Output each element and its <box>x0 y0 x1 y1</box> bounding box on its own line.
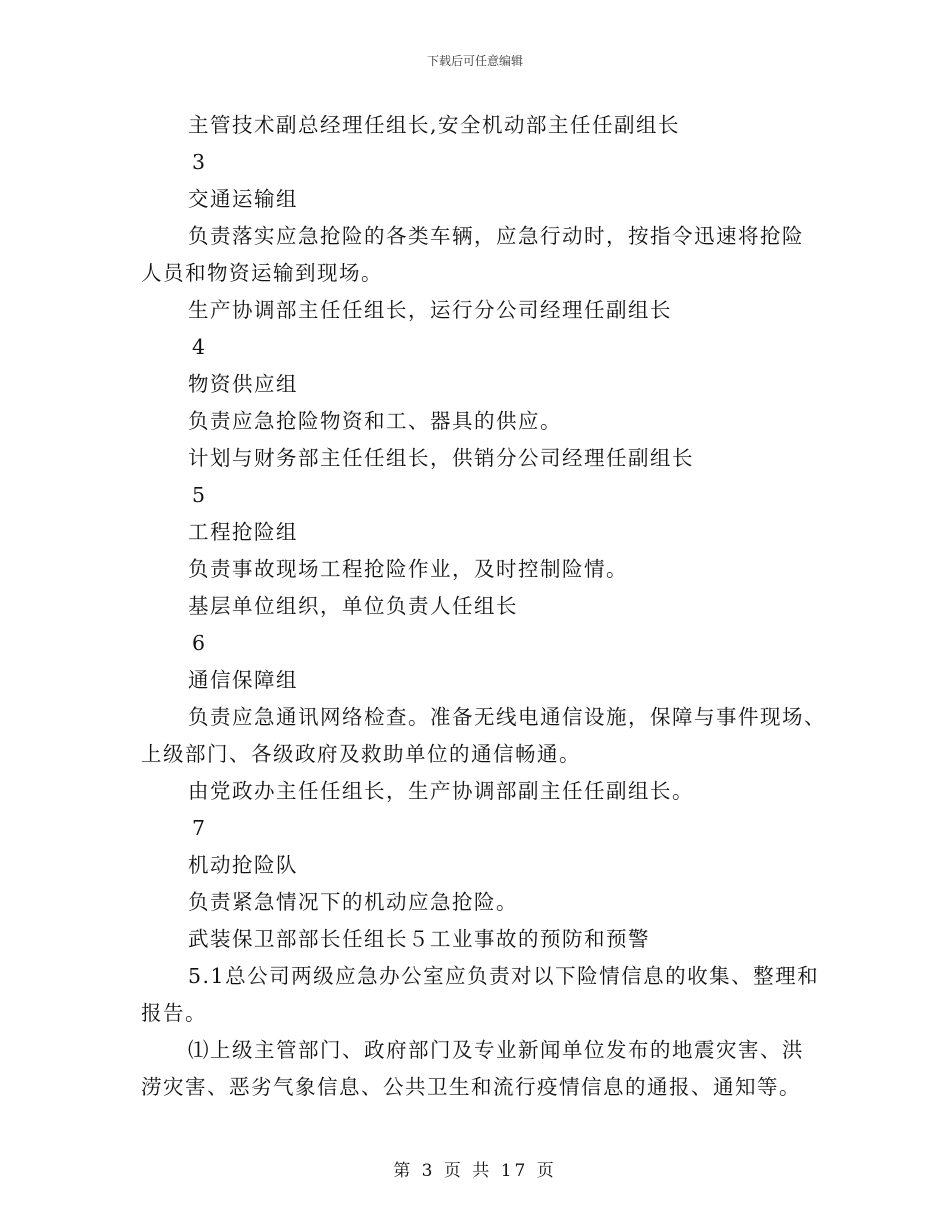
page-header: 下载后可任意编辑 <box>426 54 523 68</box>
section-number: 5 <box>192 483 207 507</box>
section-heading: 机动抢险队 <box>188 853 298 877</box>
paragraph: 计划与财务部主任任组长，供销分公司经理任副组长 <box>188 446 694 470</box>
paragraph: 武装保卫部部长任组长５工业事故的预防和预警 <box>188 927 650 951</box>
paragraph: 负责紧急情况下的机动应急抢险。 <box>188 890 518 914</box>
paragraph: 5.1总公司两级应急办公室应负责对以下险情信息的收集、整理和 <box>188 964 820 988</box>
paragraph: 负责应急通讯网络检查。准备无线电通信设施，保障与事件现场、 <box>188 705 826 729</box>
section-heading: 工程抢险组 <box>188 520 298 544</box>
document-body <box>141 107 826 1106</box>
paragraph-continuation: 人员和物资运输到现场。 <box>141 261 383 285</box>
paragraph-continuation: 涝灾害、恶劣气象信息、公共卫生和流行疫情信息的通报、通知等。 <box>141 1075 801 1099</box>
paragraph: 负责事故现场工程抢险作业，及时控制险情。 <box>188 557 628 581</box>
section-number: 7 <box>192 816 207 840</box>
paragraph: 生产协调部主任任组长，运行分公司经理任副组长 <box>188 298 672 322</box>
paragraph: 基层单位组织，单位负责人任组长 <box>188 594 518 618</box>
paragraph: ⑴上级主管部门、政府部门及专业新闻单位发布的地震灾害、洪 <box>188 1038 804 1062</box>
section-number: 6 <box>192 631 207 655</box>
section-number: 4 <box>192 335 207 359</box>
section-number: 3 <box>192 150 207 174</box>
paragraph-continuation: 报告。 <box>141 1001 207 1025</box>
paragraph: 主管技术副总经理任组长,安全机动部主任任副组长 <box>188 113 681 137</box>
section-heading: 物资供应组 <box>188 372 298 396</box>
section-heading: 通信保障组 <box>188 668 298 692</box>
page-footer: 第 3 页 共 17 页 <box>393 1161 557 1181</box>
paragraph: 负责应急抢险物资和工、器具的供应。 <box>188 409 562 433</box>
section-heading: 交通运输组 <box>188 187 298 211</box>
paragraph: 由党政办主任任组长，生产协调部副主任任副组长。 <box>188 779 694 803</box>
paragraph-continuation: 上级部门、各级政府及救助单位的通信畅通。 <box>141 742 581 766</box>
paragraph: 负责落实应急抢险的各类车辆，应急行动时，按指令迅速将抢险 <box>188 224 804 248</box>
